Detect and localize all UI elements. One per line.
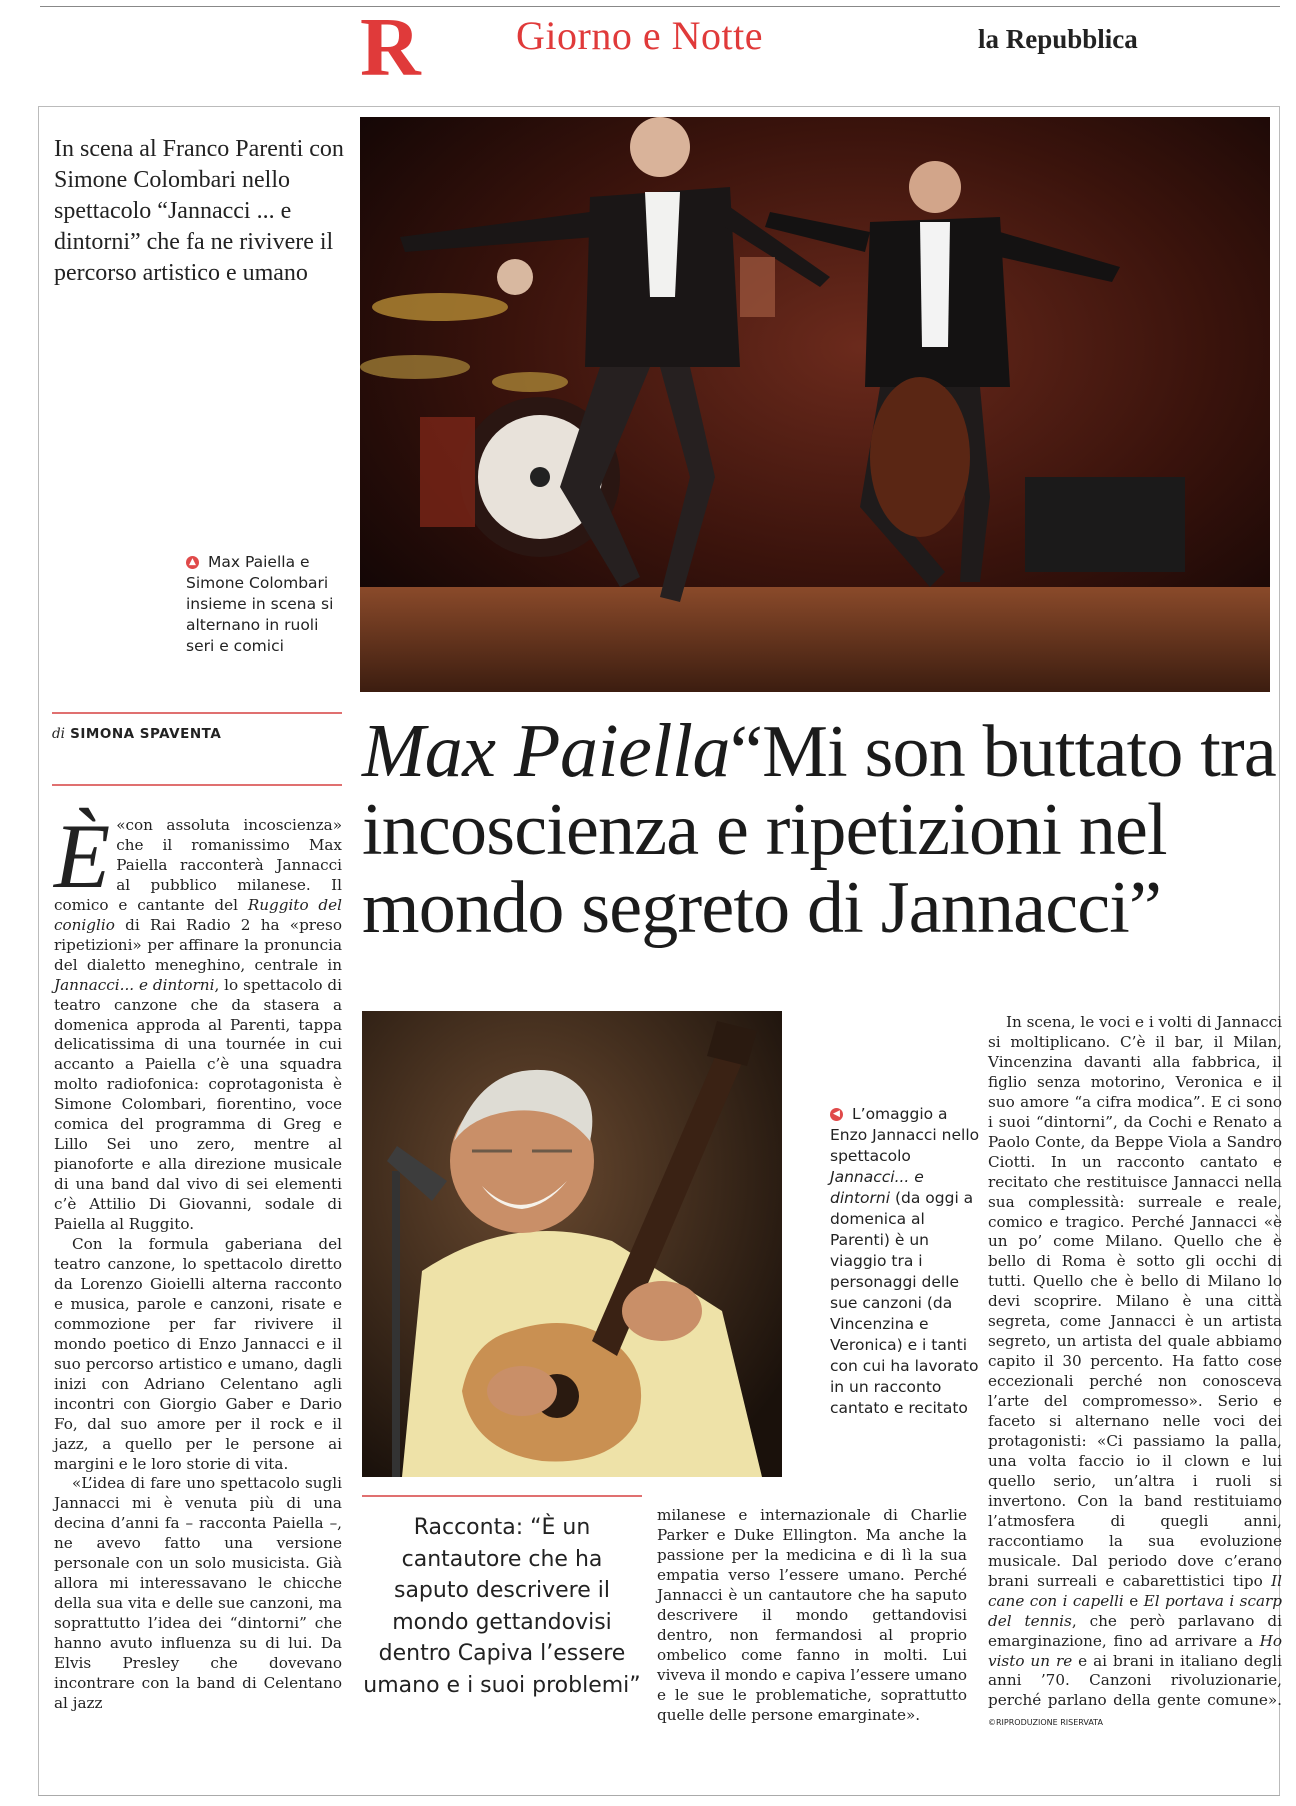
top-rule <box>40 6 1280 7</box>
byline <box>52 726 221 742</box>
byline-rule-bottom <box>52 784 342 786</box>
body-column-3 <box>657 1506 967 1725</box>
body-column-4 <box>988 1013 1282 1733</box>
body-paragraph <box>988 1013 1282 1733</box>
stage-photo <box>360 117 1270 692</box>
arrow-up-icon: ▲ <box>186 556 199 569</box>
pullquote-rule <box>362 1495 642 1497</box>
body-text: , lo spettacolo di teatro canzone che da stasera a domenica approda al Parenti, tappa delicatissima di una tournée in cui accanto a Paiella c’è una squadra molto radiofonica: coprotagonista è Simone Colombari, fiorentino, voce comica del programma di Greg e Lillo Sei uno zero, mentre al pianoforte e alla direzione musicale di una band dal vivo di sei elementi c’è Attilio Di Giovanni, sodale di Paiella al Ruggito. <box>54 975 342 1234</box>
photo-caption-text: L’omaggio a Enzo Jannacci nello spettacolo <box>830 1105 980 1165</box>
section-logo: R <box>360 1 421 94</box>
body-text: e <box>1123 1591 1144 1610</box>
headline-quote: “Mi son buttato tra incoscienza e ripetizioni nel mondo segreto di Jannacci” <box>362 711 1276 949</box>
byline-rule-top <box>52 712 342 714</box>
body-text: e ai brani in italiano degli anni ’70. Canzoni rivoluzionarie, perché parlano della gente comune». <box>988 1651 1282 1710</box>
body-text: , che però parlavano di emarginazione, fino ad arrivare a <box>988 1611 1282 1650</box>
byline-author: SIMONA SPAVENTA <box>70 726 222 742</box>
copyright-note: ©RIPRODUZIONE RISERVATA <box>988 1718 1103 1728</box>
body-italic: Jannacci... e dintorni <box>54 975 215 994</box>
section-title: Giorno e Notte <box>516 13 763 58</box>
drop-cap: È <box>54 805 111 907</box>
body-italic: Ruggito del coniglio <box>54 895 342 934</box>
body-paragraph <box>54 805 342 1235</box>
body-column-1 <box>54 805 342 1714</box>
headline <box>362 709 1282 949</box>
body-italic: Ho visto un re <box>988 1631 1282 1670</box>
body-paragraph: Con la formula gaberiana del teatro canzone, lo spettacolo diretto da Lorenzo Gioielli alterna racconto e musica, parole e canzoni, risate e commozione per far rivivere il mondo poetico di Enzo Jannacci e il suo percorso artistico e umano, dagli inizi con Adriano Celentano agli incontri con Giorgio Gaber e Dario Fo, dal suo amore per il rock e il jazz, a quello per le persone ai margini e le loro storie di vita. <box>54 1235 342 1473</box>
pull-quote: Racconta: “È un cantautore che ha saputo descrivere il mondo gettandovisi dentro Capiva l’essere umano e i suoi problemi” <box>363 1515 641 1698</box>
body-italic: El portava i scarp del tennis <box>988 1591 1282 1630</box>
body-paragraph: milanese e internazionale di Charlie Parker e Duke Ellington. Ma anche la passione per la medicina e di lì la sua empatia verso l’essere umano. Perché Jannacci è un cantautore che ha saputo descrivere il mondo gettandovisi dentro, non fermandosi al proprio ombelico come fanno in molti. Lui viveva il mondo e capiva l’essere umano e le sue le problematiche, soprattutto quelle delle persone emarginate». <box>657 1506 967 1724</box>
photo-caption <box>830 1104 980 1419</box>
newspaper-name: la Repubblica <box>978 24 1138 54</box>
article-deck: In scena al Franco Parenti con Simone Colombari nello spettacolo “Jannacci ... e dintorni” che fa ne rivivere il percorso artistico e umano <box>54 136 344 286</box>
photo-caption-text: (da oggi a domenica al Parenti) è un viaggio tra i personaggi delle sue canzoni (da Vincenzina e Veronica) e i tanti con cui ha lavorato in un racconto cantato e recitato <box>830 1189 979 1417</box>
photo-caption <box>186 552 346 657</box>
byline-prefix: di <box>52 726 65 742</box>
body-text: In scena, le voci e i volti di Jannacci si moltiplicano. C’è il bar, il Milan, Vincenzina davanti alla fabbrica, il figlio senza motorino, Veronica e il suo amore “a cifra modica”. E ci sono i suoi “dintorni”, da Cochi e Renato a Paolo Conte, da Beppe Viola a Sandro Ciotti. In un racconto cantato e recitato che restituisce Jannacci nella sua complessità: surreale e reale, comico e tragico. Perché Jannacci «è un po’ come Milano. Quello che è bello di Roma è sotto gli occhi di tutti. Quello che è bello di Milano lo devi scoprire. Milano è una città segreta, come Jannacci è un artista segreto, un artista del quale abbiamo capito il 30 percento. Ha fatto cose eccezionali perché non conosceva l’arte del compromesso». Serio e faceto si alternano nelle voci dei protagonisti: «Ci passiamo la palla, una volta faccio io il clown e lui quello serio, un’altra i ruoli si invertono. Con la band restituiamo l’atmosfera di quegli anni, raccontiamo la sua evoluzione musicale. Dal periodo dove c’erano brani surreali e cabarettistici tipo <box>988 1013 1282 1590</box>
photo-caption-text: Max Paiella e Simone Colombari insieme in scena si alternano in ruoli seri e comici <box>186 553 334 655</box>
bottom-rule <box>38 1795 1280 1796</box>
photo-caption-italic: Jannacci... e dintorni <box>830 1168 924 1207</box>
body-text: di Rai Radio 2 ha «preso ripetizioni» per affinare la pronuncia del dialetto meneghino, centrale in <box>54 915 342 974</box>
body-text: «con assoluta incoscienza» che il romanissimo Max Paiella racconterà Jannacci al pubblico milanese. Il comico e cantante del <box>54 816 342 914</box>
guitar-photo <box>362 1011 782 1477</box>
arrow-left-icon: ◀ <box>830 1108 843 1121</box>
stage-photo-illustration <box>360 117 1270 692</box>
headline-name: Max Paiella <box>362 709 731 793</box>
guitar-photo-illustration <box>362 1011 782 1477</box>
body-paragraph: «L’idea di fare uno spettacolo sugli Jannacci mi è venuta più di una decina d’anni fa – racconta Paiella –, ne avevo fatto una versione personale con un solo musicista. Già allora mi interessavano le chicche della sua vita e delle sue canzoni, ma soprattutto l’idea dei “dintorni” che hanno avuto influenza su di lui. Da Elvis Presley che dovevano incontrare con la band di Celentano al jazz <box>54 1474 342 1712</box>
body-italic: Il cane con i capelli <box>988 1571 1282 1610</box>
